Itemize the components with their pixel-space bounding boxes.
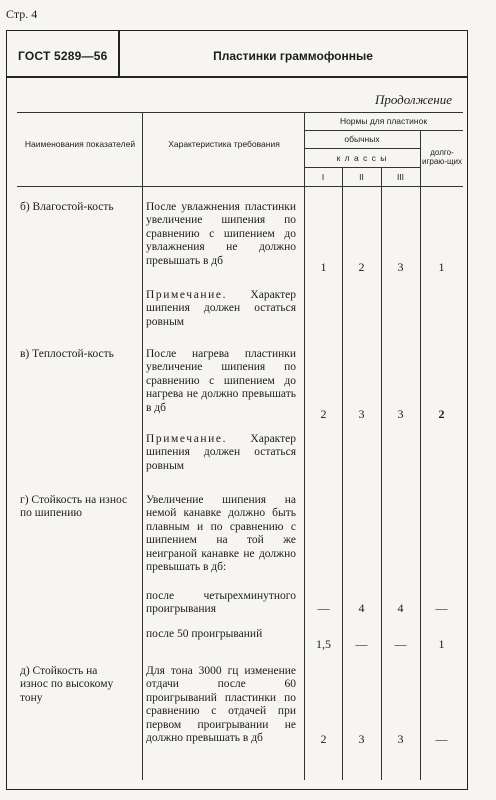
row-v-name: в) Теплостой-кость — [20, 348, 114, 360]
row-d-value-3: 3 — [397, 732, 404, 746]
row-d-value-2: 3 — [358, 732, 365, 746]
header-class-1: I — [321, 172, 325, 182]
row-g-sub-1-label: после четырехминутного проигрывания — [146, 590, 296, 616]
header-name: Наименования показателей — [24, 139, 136, 149]
header-long-play: долго-играю-щих — [422, 148, 462, 167]
row-b-value-2: 2 — [358, 260, 365, 274]
row-g-sub-1-value-3: 4 — [397, 601, 404, 615]
header-requirement: Характеристика требования — [168, 139, 280, 149]
note-label: Примечание. — [146, 289, 228, 301]
row-b-note — [146, 289, 296, 329]
row-g-sub-1-value-2: 4 — [358, 601, 365, 615]
table-top-rule — [17, 112, 463, 113]
row-b-value-1: 1 — [320, 260, 327, 274]
header-classes: к л а с с ы — [336, 153, 388, 163]
row-d-requirement: Для тона 3000 гц изменение отдачи после 60 проигрываний пластинки по сравнению с отдачей при первом проигрывании не должно превышать в дб — [146, 665, 296, 745]
col-divider-3 — [342, 167, 343, 780]
document-title: Пластинки граммофонные — [213, 49, 373, 63]
norms-rule — [304, 130, 463, 131]
row-g-sub-2-value-4: 1 — [438, 637, 445, 651]
col-divider-1 — [142, 112, 143, 780]
classes-rule — [304, 167, 420, 168]
header-norms: Нормы для пластинок — [339, 116, 428, 126]
row-d-name: д) Стойкость на износ по высокому тону — [20, 665, 114, 704]
row-g-sub-1-value-1: — — [317, 601, 330, 615]
row-g-sub-2-value-1: 1,5 — [316, 637, 331, 651]
standard-number: ГОСТ 5289—56 — [18, 49, 108, 63]
row-v-value-3: 3 — [397, 407, 404, 421]
row-g-sub-2-value-2: — — [355, 637, 368, 651]
row-g-name: г) Стойкость на износ по шипению — [20, 494, 128, 520]
col-divider-5 — [420, 130, 421, 780]
col-divider-2 — [304, 112, 305, 780]
note-text: Характер шипения должен остаться ровным — [146, 289, 296, 328]
header-class-2: II — [359, 172, 364, 182]
row-g-sub-1-value-4: — — [435, 601, 448, 615]
row-b-value-4: 1 — [438, 260, 445, 274]
row-d-value-4: — — [435, 732, 448, 746]
row-v-requirement: После нагрева пластинки увеличение шипения по сравнению с шипением до нагрева не должно превышать в дб — [146, 348, 296, 414]
note-text: Характер шипения должен остаться ровным — [146, 433, 296, 472]
row-d-value-1: 2 — [320, 732, 327, 746]
row-g-sub-2-value-3: — — [394, 637, 407, 651]
page-number: Стр. 4 — [6, 7, 38, 21]
continuation-label: Продолжение — [374, 92, 452, 107]
ordinary-rule — [304, 148, 420, 149]
note-label: Примечание. — [146, 433, 228, 445]
row-b-value-3: 3 — [397, 260, 404, 274]
header-class-3: III — [396, 172, 405, 182]
row-v-value-1: 2 — [320, 407, 327, 421]
row-b-requirement: После увлажнения пластинки увеличение шипения по сравнению с шипением до увлажнения не должно превышать в дб — [146, 201, 296, 267]
row-v-value-4: 2 — [438, 407, 445, 421]
col-divider-4 — [381, 167, 382, 780]
row-g-requirement: Увеличение шипения на немой канавке должно быть плавным и по сравнению с шипением на той же неиграной канавке не должно превышать в дб: — [146, 494, 296, 574]
header-ordinary: обычных — [344, 134, 380, 144]
row-b-name: б) Влагостой-кость — [20, 201, 114, 213]
row-v-note — [146, 433, 296, 473]
header-bottom-rule — [6, 76, 468, 78]
row-v-value-2: 3 — [358, 407, 365, 421]
table-header-rule — [17, 186, 463, 187]
row-g-sub-2-label: после 50 проигрываний — [146, 628, 263, 640]
